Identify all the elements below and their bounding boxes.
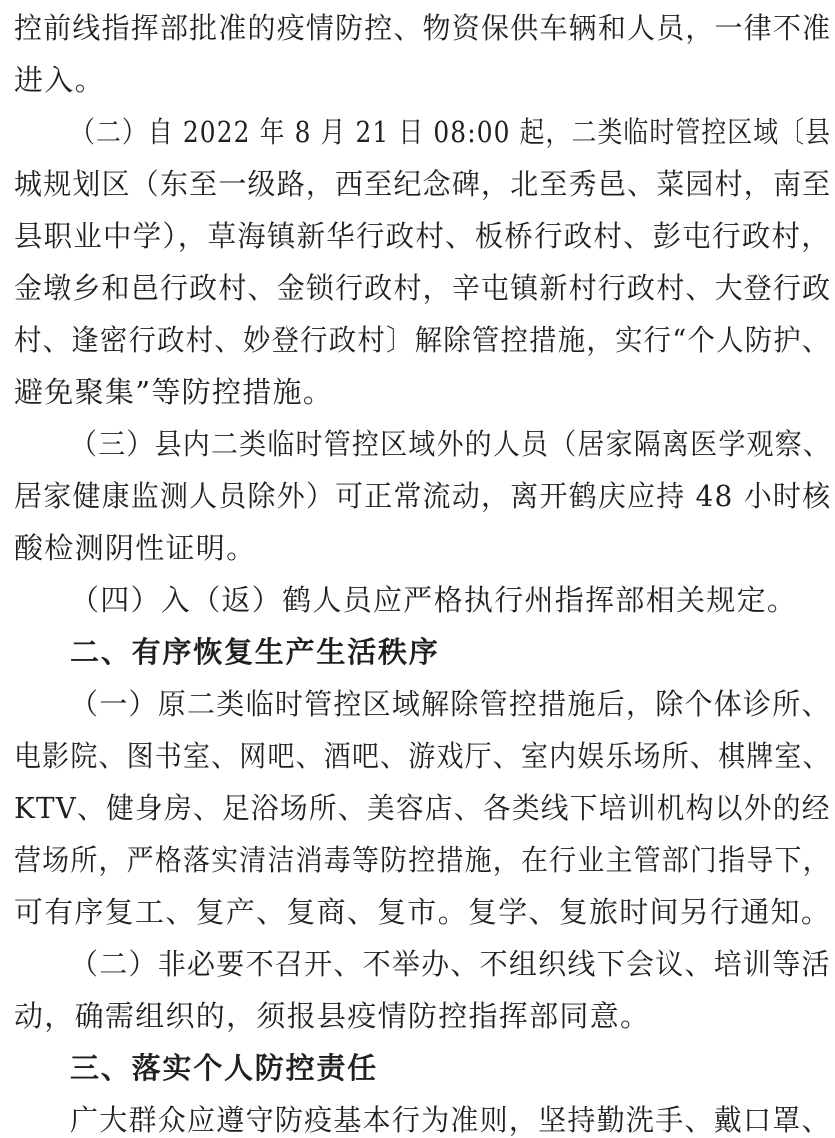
text-line-8: 避免聚集”等防控措施。 <box>14 375 334 409</box>
text-line-2: 进入。 <box>14 63 105 97</box>
text-line-5: 县职业中学），草海镇新华行政村、板桥行政村、彭屯行政村， <box>14 219 831 253</box>
text-line-22: 广大群众应遵守防疫基本行为准则，坚持勤洗手、戴口罩、 <box>70 1103 831 1137</box>
text-line-9: （三）县内二类临时管控区域外的人员（居家隔离医学观察、 <box>70 427 832 461</box>
text-line-10: 居家健康监测人员除外）可正常流动，离开鹤庆应持 48 小时核 <box>14 479 832 513</box>
text-line-18: 可有序复工、复产、复商、复市。复学、复旅时间另行通知。 <box>14 895 832 929</box>
text-line-19: （二）非必要不召开、不举办、不组织线下会议、培训等活 <box>70 947 831 981</box>
section-heading-3: 三、落实个人防控责任 <box>70 1051 379 1085</box>
text-line-17: 营场所，严格落实清洁消毒等防控措施，在行业主管部门指导下， <box>14 843 831 877</box>
text-line-4: 城规划区（东至一级路，西至纪念碑，北至秀邑、菜园村，南至 <box>14 167 832 201</box>
section-heading-2: 二、有序恢复生产生活秩序 <box>70 635 440 669</box>
text-line-1: 控前线指挥部批准的疫情防控、物资保供车辆和人员，一律不准 <box>14 11 832 45</box>
text-line-3: （二）自 2022 年 8 月 21 日 08:00 起，二类临时管控区域〔县 <box>70 115 832 149</box>
text-line-7: 村、逢密行政村、妙登行政村〕解除管控措施，实行“个人防护、 <box>14 323 831 357</box>
text-line-6: 金墩乡和邑行政村、金锁行政村，辛屯镇新村行政村、大登行政 <box>14 271 832 305</box>
text-line-11: 酸检测阴性证明。 <box>14 531 257 565</box>
text-line-20: 动，确需组织的，须报县疫情防控指挥部同意。 <box>14 999 651 1033</box>
text-line-14: （一）原二类临时管控区域解除管控措施后，除个体诊所、 <box>70 687 831 721</box>
text-line-16: KTV、健身房、足浴场所、美容店、各类线下培训机构以外的经 <box>14 791 831 825</box>
text-line-12: （四）入（返）鹤人员应严格执行州指挥部相关规定。 <box>70 583 798 617</box>
text-line-15: 电影院、图书室、网吧、酒吧、游戏厅、室内娱乐场所、棋牌室、 <box>14 739 831 773</box>
